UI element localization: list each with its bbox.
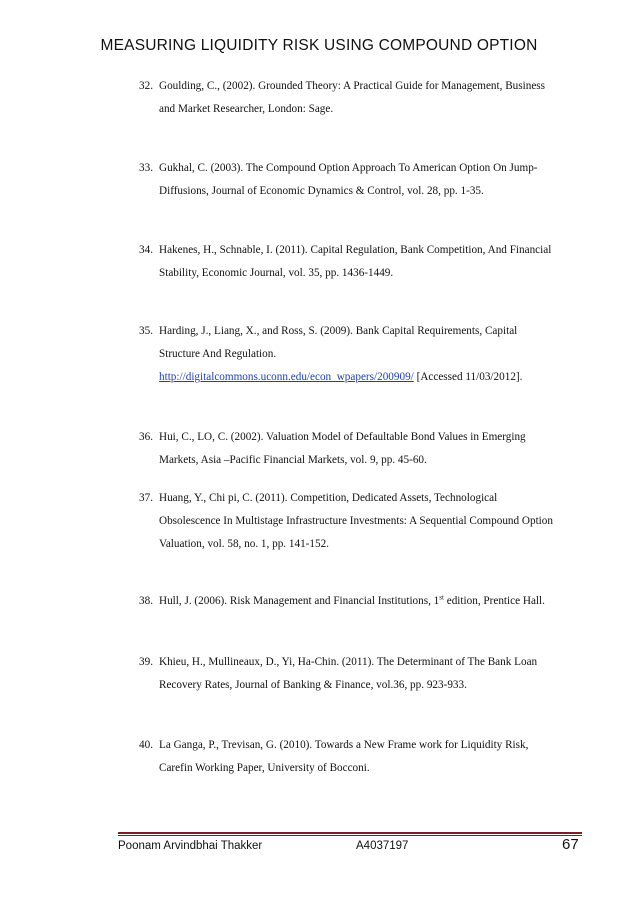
- reference-number: 34.: [139, 244, 153, 256]
- reference-entry: [139, 651, 579, 697]
- reference-superscript: st: [439, 593, 444, 602]
- reference-number: 33.: [139, 162, 153, 174]
- reference-text: Carefin Working Paper, University of Bocconi.: [159, 762, 370, 774]
- reference-entry: [139, 320, 579, 389]
- reference-text: Gukhal, C. (2003). The Compound Option Approach To American Option On Jump-: [159, 162, 538, 174]
- reference-text: Hakenes, H., Schnable, I. (2011). Capital Regulation, Bank Competition, And Financial: [159, 244, 552, 256]
- reference-text: and Market Researcher, London: Sage.: [159, 103, 334, 115]
- footer-student-id: A4037197: [356, 840, 409, 852]
- reference-text: Diffusions, Journal of Economic Dynamics & Control, vol. 28, pp. 1-35.: [159, 185, 484, 197]
- reference-number: 38.: [139, 595, 153, 607]
- reference-entry: [139, 75, 579, 121]
- reference-text: Obsolescence In Multistage Infrastructure Investments: A Sequential Compound Option: [159, 515, 553, 527]
- reference-text: Structure And Regulation.: [159, 348, 277, 360]
- reference-number: 40.: [139, 739, 153, 751]
- reference-text: Khieu, H., Mullineaux, D., Yi, Ha-Chin. (2011). The Determinant of The Bank Loan: [159, 656, 538, 668]
- reference-text: Harding, J., Liang, X., and Ross, S. (2009). Bank Capital Requirements, Capital: [159, 325, 518, 337]
- reference-text: Hui, C., LO, C. (2002). Valuation Model of Defaultable Bond Values in Emerging: [159, 431, 526, 443]
- reference-text: Hull, J. (2006). Risk Management and Financial Institutions, 1: [159, 595, 440, 607]
- reference-entry: [139, 590, 579, 613]
- reference-text: Recovery Rates, Journal of Banking & Finance, vol.36, pp. 923-933.: [159, 679, 467, 691]
- reference-link-line: [139, 366, 579, 389]
- reference-link[interactable]: http://digitalcommons.uconn.edu/econ_wpapers/200909/: [159, 371, 414, 383]
- reference-text: Stability, Economic Journal, vol. 35, pp. 1436-1449.: [159, 267, 394, 279]
- page-header-title: MEASURING LIQUIDITY RISK USING COMPOUND OPTION: [100, 37, 538, 54]
- reference-text: Markets, Asia –Pacific Financial Markets, vol. 9, pp. 45-60.: [159, 454, 427, 466]
- reference-text: Goulding, C., (2002). Grounded Theory: A Practical Guide for Management, Business: [159, 80, 546, 92]
- reference-entry: [139, 734, 579, 780]
- reference-entry: [139, 239, 579, 285]
- reference-text: Huang, Y., Chi pi, C. (2011). Competition, Dedicated Assets, Technological: [159, 492, 498, 504]
- reference-access-date: [Accessed 11/03/2012].: [413, 371, 523, 383]
- reference-number: 32.: [139, 80, 153, 92]
- reference-number: 37.: [139, 492, 153, 504]
- reference-number: 39.: [139, 656, 153, 668]
- footer-divider-thin: [118, 835, 582, 836]
- footer-author: Poonam Arvindbhai Thakker: [118, 840, 263, 852]
- reference-entry: [139, 157, 579, 203]
- reference-entry: [139, 426, 579, 472]
- reference-text-line: [139, 590, 579, 613]
- footer-page-number: 67: [562, 836, 579, 853]
- reference-number: 36.: [139, 431, 153, 443]
- reference-text: Valuation, vol. 58, no. 1, pp. 141-152.: [159, 538, 329, 550]
- reference-number: 35.: [139, 325, 153, 337]
- reference-text: La Ganga, P., Trevisan, G. (2010). Towards a New Frame work for Liquidity Risk,: [159, 739, 529, 751]
- reference-entry: [139, 487, 579, 556]
- footer-divider: [118, 832, 582, 834]
- reference-text: edition, Prentice Hall.: [443, 595, 545, 607]
